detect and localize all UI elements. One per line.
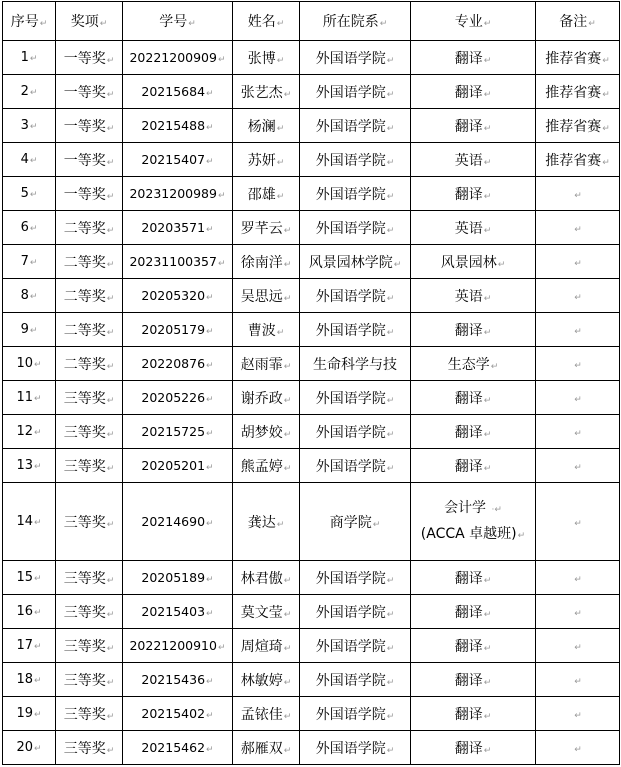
header-cell-note: 备注↵ bbox=[536, 2, 620, 41]
cell-note: ↵ bbox=[536, 449, 620, 483]
table-row bbox=[3, 313, 620, 347]
cell-major: 会计学 ·↵ (ACCA 卓越班)↵ bbox=[411, 483, 536, 561]
cell-name: 吴思远↵ bbox=[233, 279, 300, 313]
cell-no: 10↵ bbox=[3, 347, 56, 381]
table-row bbox=[3, 211, 620, 245]
cell-dept: 外国语学院↵ bbox=[300, 143, 411, 177]
cell-major: 翻译↵ bbox=[411, 415, 536, 449]
cell-name: 胡梦姣↵ bbox=[233, 415, 300, 449]
cell-no: 9↵ bbox=[3, 313, 56, 347]
cell-name: 杨澜↵ bbox=[233, 109, 300, 143]
cell-no: 2↵ bbox=[3, 75, 56, 109]
cell-major: 翻译↵ bbox=[411, 381, 536, 415]
cell-name: 龚达↵ bbox=[233, 483, 300, 561]
cell-major: 翻译↵ bbox=[411, 75, 536, 109]
cell-dept: 生命科学与技 bbox=[300, 347, 411, 381]
cell-student-id: 20215488↵ bbox=[123, 109, 233, 143]
cell-award: 三等奖↵ bbox=[56, 561, 123, 595]
cell-name: 邵雄↵ bbox=[233, 177, 300, 211]
cell-major: 翻译↵ bbox=[411, 663, 536, 697]
cell-note: ↵ bbox=[536, 245, 620, 279]
cell-no: 5↵ bbox=[3, 177, 56, 211]
cell-major: 翻译↵ bbox=[411, 313, 536, 347]
cell-no: 14↵ bbox=[3, 483, 56, 561]
cell-major: 翻译↵ bbox=[411, 177, 536, 211]
header-cell-major: 专业↵ bbox=[411, 2, 536, 41]
cell-name: 苏妍↵ bbox=[233, 143, 300, 177]
cell-major: 翻译↵ bbox=[411, 41, 536, 75]
cell-note: ↵ bbox=[536, 313, 620, 347]
cell-student-id: 20215725↵ bbox=[123, 415, 233, 449]
cell-name: 莫文莹↵ bbox=[233, 595, 300, 629]
cell-note: ↵ bbox=[536, 663, 620, 697]
cell-student-id: 20205189↵ bbox=[123, 561, 233, 595]
table-row bbox=[3, 595, 620, 629]
cell-name: 罗芊云↵ bbox=[233, 211, 300, 245]
awards-table bbox=[2, 1, 620, 765]
cell-student-id: 20214690↵ bbox=[123, 483, 233, 561]
cell-note: ↵ bbox=[536, 731, 620, 765]
cell-no: 7↵ bbox=[3, 245, 56, 279]
cell-student-id: 20221200909↵ bbox=[123, 41, 233, 75]
cell-dept: 风景园林学院↵ bbox=[300, 245, 411, 279]
cell-no: 11↵ bbox=[3, 381, 56, 415]
cell-student-id: 20215403↵ bbox=[123, 595, 233, 629]
cell-major: 翻译↵ bbox=[411, 561, 536, 595]
cell-student-id: 20220876↵ bbox=[123, 347, 233, 381]
cell-dept: 外国语学院↵ bbox=[300, 109, 411, 143]
cell-dept: 外国语学院↵ bbox=[300, 663, 411, 697]
cell-major: 英语↵ bbox=[411, 211, 536, 245]
cell-award: 二等奖↵ bbox=[56, 347, 123, 381]
cell-major: 翻译↵ bbox=[411, 595, 536, 629]
table-row bbox=[3, 663, 620, 697]
table-row bbox=[3, 279, 620, 313]
cell-dept: 商学院↵ bbox=[300, 483, 411, 561]
cell-student-id: 20205226↵ bbox=[123, 381, 233, 415]
table-row bbox=[3, 75, 620, 109]
cell-award: 一等奖↵ bbox=[56, 75, 123, 109]
cell-name: 郝雁双↵ bbox=[233, 731, 300, 765]
cell-dept: 外国语学院↵ bbox=[300, 313, 411, 347]
table-row bbox=[3, 561, 620, 595]
cell-dept: 外国语学院↵ bbox=[300, 561, 411, 595]
cell-dept: 外国语学院↵ bbox=[300, 449, 411, 483]
table-row bbox=[3, 449, 620, 483]
cell-note: ↵ bbox=[536, 415, 620, 449]
cell-award: 一等奖↵ bbox=[56, 41, 123, 75]
cell-no: 15↵ bbox=[3, 561, 56, 595]
cell-student-id: 20215402↵ bbox=[123, 697, 233, 731]
cell-student-id: 20203571↵ bbox=[123, 211, 233, 245]
cell-name: 林敏婷↵ bbox=[233, 663, 300, 697]
table-row bbox=[3, 347, 620, 381]
table-row bbox=[3, 629, 620, 663]
cell-name: 谢乔政↵ bbox=[233, 381, 300, 415]
cell-award: 三等奖↵ bbox=[56, 449, 123, 483]
table-row bbox=[3, 143, 620, 177]
table-row bbox=[3, 415, 620, 449]
cell-dept: 外国语学院↵ bbox=[300, 697, 411, 731]
cell-award: 三等奖↵ bbox=[56, 415, 123, 449]
cell-name: 熊孟婷↵ bbox=[233, 449, 300, 483]
cell-award: 一等奖↵ bbox=[56, 143, 123, 177]
cell-award: 二等奖↵ bbox=[56, 313, 123, 347]
header-cell-award: 奖项↵ bbox=[56, 2, 123, 41]
cell-no: 12↵ bbox=[3, 415, 56, 449]
cell-award: 三等奖↵ bbox=[56, 595, 123, 629]
cell-no: 16↵ bbox=[3, 595, 56, 629]
header-cell-id: 学号↵ bbox=[123, 2, 233, 41]
cell-major: 翻译↵ bbox=[411, 449, 536, 483]
table-row bbox=[3, 109, 620, 143]
cell-student-id: 20205320↵ bbox=[123, 279, 233, 313]
cell-name: 孟铱佳↵ bbox=[233, 697, 300, 731]
cell-student-id: 20215407↵ bbox=[123, 143, 233, 177]
cell-award: 三等奖↵ bbox=[56, 629, 123, 663]
cell-note: ↵ bbox=[536, 381, 620, 415]
cell-award: 一等奖↵ bbox=[56, 177, 123, 211]
cell-no: 4↵ bbox=[3, 143, 56, 177]
cell-no: 18↵ bbox=[3, 663, 56, 697]
cell-no: 6↵ bbox=[3, 211, 56, 245]
cell-student-id: 20215684↵ bbox=[123, 75, 233, 109]
cell-no: 13↵ bbox=[3, 449, 56, 483]
cell-major: 翻译↵ bbox=[411, 697, 536, 731]
cell-award: 三等奖↵ bbox=[56, 381, 123, 415]
table-row bbox=[3, 41, 620, 75]
major-line-2: (ACCA 卓越班) bbox=[420, 525, 517, 542]
cell-award: 三等奖↵ bbox=[56, 483, 123, 561]
cell-dept: 外国语学院↵ bbox=[300, 415, 411, 449]
cell-major: 英语↵ bbox=[411, 143, 536, 177]
table-row bbox=[3, 177, 620, 211]
cell-major: 英语↵ bbox=[411, 279, 536, 313]
cell-name: 赵雨霏↵ bbox=[233, 347, 300, 381]
cell-name: 徐南洋↵ bbox=[233, 245, 300, 279]
cell-note: ↵ bbox=[536, 595, 620, 629]
cell-major: 风景园林↵ bbox=[411, 245, 536, 279]
table-row bbox=[3, 245, 620, 279]
cell-note: ↵ bbox=[536, 483, 620, 561]
table-row bbox=[3, 381, 620, 415]
cell-dept: 外国语学院↵ bbox=[300, 211, 411, 245]
cell-dept: 外国语学院↵ bbox=[300, 177, 411, 211]
header-cell-name: 姓名↵ bbox=[233, 2, 300, 41]
header-cell-no: 序号↵ bbox=[3, 2, 56, 41]
cell-major: 翻译↵ bbox=[411, 109, 536, 143]
cell-award: 二等奖↵ bbox=[56, 211, 123, 245]
table-row bbox=[3, 697, 620, 731]
cell-major: 翻译↵ bbox=[411, 629, 536, 663]
cell-note: ↵ bbox=[536, 279, 620, 313]
cell-award: 二等奖↵ bbox=[56, 245, 123, 279]
cell-award: 三等奖↵ bbox=[56, 663, 123, 697]
cell-dept: 外国语学院↵ bbox=[300, 41, 411, 75]
cell-note: 推荐省赛↵ bbox=[536, 41, 620, 75]
cell-name: 周煊琦↵ bbox=[233, 629, 300, 663]
cell-name: 张博↵ bbox=[233, 41, 300, 75]
cell-dept: 外国语学院↵ bbox=[300, 75, 411, 109]
cell-dept: 外国语学院↵ bbox=[300, 629, 411, 663]
header-row bbox=[3, 2, 620, 41]
header-cell-dept: 所在院系↵ bbox=[300, 2, 411, 41]
cell-student-id: 20215462↵ bbox=[123, 731, 233, 765]
cell-note: 推荐省赛↵ bbox=[536, 143, 620, 177]
cell-note: ↵ bbox=[536, 211, 620, 245]
cell-award: 三等奖↵ bbox=[56, 731, 123, 765]
major-line-1: 会计学 bbox=[444, 499, 487, 516]
table-row bbox=[3, 483, 620, 561]
cell-note: ↵ bbox=[536, 177, 620, 211]
cell-award: 一等奖↵ bbox=[56, 109, 123, 143]
cell-dept: 外国语学院↵ bbox=[300, 381, 411, 415]
cell-no: 1↵ bbox=[3, 41, 56, 75]
cell-student-id: 20231100357↵ bbox=[123, 245, 233, 279]
cell-award: 二等奖↵ bbox=[56, 279, 123, 313]
cell-note: ↵ bbox=[536, 629, 620, 663]
cell-no: 3↵ bbox=[3, 109, 56, 143]
cell-note: 推荐省赛↵ bbox=[536, 109, 620, 143]
cell-name: 曹波↵ bbox=[233, 313, 300, 347]
cell-student-id: 20205201↵ bbox=[123, 449, 233, 483]
cell-major: 翻译↵ bbox=[411, 731, 536, 765]
cell-no: 20↵ bbox=[3, 731, 56, 765]
cell-note: ↵ bbox=[536, 697, 620, 731]
cell-name: 林君傲↵ bbox=[233, 561, 300, 595]
cell-note: ↵ bbox=[536, 561, 620, 595]
cell-major: 生态学↵ bbox=[411, 347, 536, 381]
cell-name: 张艺杰↵ bbox=[233, 75, 300, 109]
cell-student-id: 20215436↵ bbox=[123, 663, 233, 697]
cell-student-id: 20231200989↵ bbox=[123, 177, 233, 211]
table-row bbox=[3, 731, 620, 765]
cell-no: 17↵ bbox=[3, 629, 56, 663]
cell-student-id: 20221200910↵ bbox=[123, 629, 233, 663]
cell-no: 19↵ bbox=[3, 697, 56, 731]
cell-award: 三等奖↵ bbox=[56, 697, 123, 731]
cell-note: ↵ bbox=[536, 347, 620, 381]
cell-student-id: 20205179↵ bbox=[123, 313, 233, 347]
cell-note: 推荐省赛↵ bbox=[536, 75, 620, 109]
cell-dept: 外国语学院↵ bbox=[300, 279, 411, 313]
cell-dept: 外国语学院↵ bbox=[300, 595, 411, 629]
cell-no: 8↵ bbox=[3, 279, 56, 313]
cell-dept: 外国语学院↵ bbox=[300, 731, 411, 765]
